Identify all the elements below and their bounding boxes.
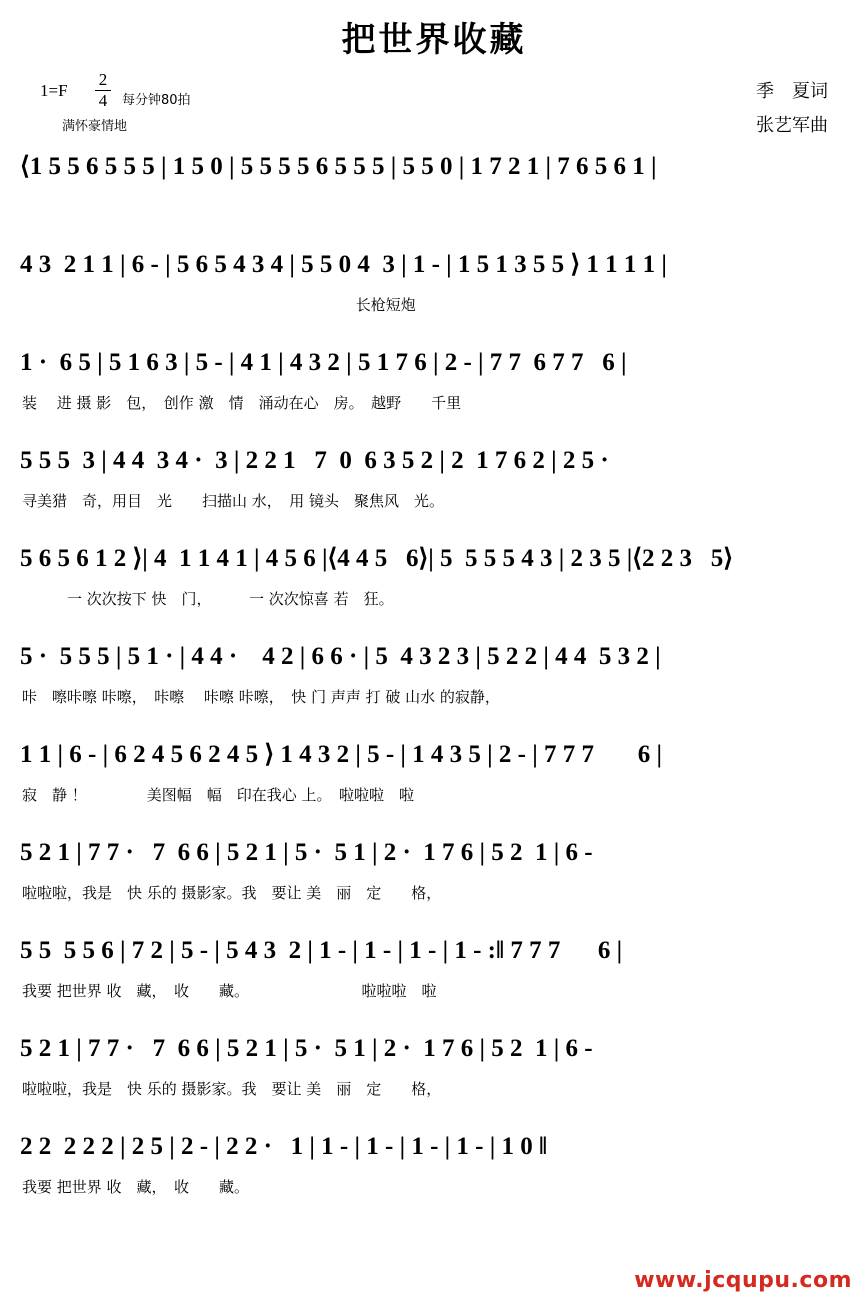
key-signature: 1=F [40,81,68,100]
lyrics-line: 长枪短炮 [22,296,416,315]
music-system [14,539,854,637]
notation-line: ⟨1 5 5 6 5 5 5 | 1 5 0 | 5 5 5 5 6 5 5 5 | 5 5 0 | 1 7 2 1 | 7 6 5 6 1 | [20,153,657,180]
music-system [14,1029,854,1127]
site-watermark: www.jcqupu.com [634,1268,852,1293]
notation-line: 5 · 5 5 5 | 5 1 · | 4 4 · 4 2 | 6 6 · | 5 4 3 2 3 | 5 2 2 | 4 4 5 3 2 | [20,643,661,670]
lyrics-line: 装 进 摄 影 包， 创作 激 情 涌动在心 房。 越野 千里 [22,394,462,413]
notation-line: 1 1 | 6 - | 6 2 4 5 6 2 4 5 ⟩ 1 4 3 2 | 5 - | 1 4 3 5 | 2 - | 7 7 7 6 | [20,741,663,768]
lyrics-line: 寂 静 ！ 美图幅 幅 印在我心 上。 啦啦啦 啦 [22,786,415,805]
lyrics-line: 啦啦啦，我是 快 乐的 摄影家。我 要让 美 丽 定 格， [22,884,442,903]
lyrics-line: 咔 嚓咔嚓 咔嚓， 咔嚓 咔嚓 咔嚓， 快 门 声声 打 破 山水 的寂静， [22,688,500,707]
music-system [14,147,854,245]
music-system [14,441,854,539]
time-signature [95,71,111,110]
music-system [14,931,854,1029]
lyrics-line: 寻美猎 奇，用目 光 扫描山 水， 用 镜头 聚焦风 光。 [22,492,445,511]
lyrics-line: 我要 把世界 收 藏， 收 藏。 啦啦啦 啦 [22,982,437,1001]
notation-line: 1 · 6 5 | 5 1 6 3 | 5 - | 4 1 | 4 3 2 | 5 1 7 6 | 2 - | 7 7 6 7 7 6 | [20,349,627,376]
lyricist-credit: 季 夏词 [756,81,828,102]
page-title: 把世界收藏 [341,20,527,60]
tempo-marking: 每分钟80拍 [122,93,191,108]
lyrics-line: 一 次次按下 快 门， 一 次次惊喜 若 狂。 [22,590,394,609]
lyrics-line: 我要 把世界 收 藏， 收 藏。 [22,1178,250,1197]
notation-line: 5 5 5 3 | 4 4 3 4 · 3 | 2 2 1 7 0 6 3 5 2 | 2 1 7 6 2 | 2 5 · [20,447,609,474]
notation-line: 4 3 2 1 1 | 6 - | 5 6 5 4 3 4 | 5 5 0 4 3 | 1 - | 1 5 1 3 5 5 ⟩ 1 1 1 1 | [20,251,667,278]
music-system [14,1127,854,1225]
music-system [14,245,854,343]
notation-line: 5 2 1 | 7 7 · 7 6 6 | 5 2 1 | 5 · 5 1 | 2 · 1 7 6 | 5 2 1 | 6 - [20,1035,593,1062]
music-systems [0,147,868,1225]
expression-marking: 满怀豪情地 [62,119,128,134]
music-system [14,343,854,441]
time-signature-denominator: 4 [98,91,108,111]
notation-line: 5 6 5 6 1 2 ⟩| 4 1 1 4 1 | 4 5 6 |⟨4 4 5 6⟩| 5 5 5 5 4 3 | 2 3 5 |⟨2 2 3 5⟩ [20,545,734,572]
lyrics-line: 啦啦啦，我是 快 乐的 摄影家。我 要让 美 丽 定 格， [22,1080,442,1099]
music-system [14,637,854,735]
score-header [0,67,868,145]
credits [756,75,828,143]
notation-line: 2 2 2 2 2 | 2 5 | 2 - | 2 2 · 1 | 1 - | 1 - | 1 - | 1 - | 1 0 ‖ [20,1133,548,1160]
composer-credit: 张艺军曲 [756,115,828,137]
music-system [14,833,854,931]
notation-line: 5 2 1 | 7 7 · 7 6 6 | 5 2 1 | 5 · 5 1 | 2 · 1 7 6 | 5 2 1 | 6 - [20,839,593,866]
notation-line: 5 5 5 5 6 | 7 2 | 5 - | 5 4 3 2 | 1 - | 1 - | 1 - | 1 - :‖ 7 7 7 6 | [20,937,623,964]
time-signature-numerator: 2 [98,70,108,89]
music-system [14,735,854,833]
